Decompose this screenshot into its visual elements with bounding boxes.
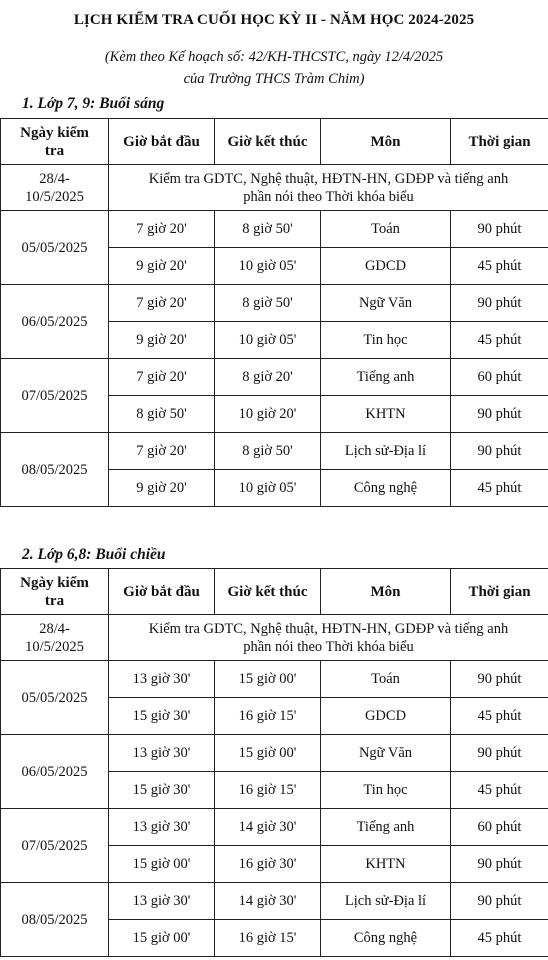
start-time: 7 giờ 20' — [109, 211, 215, 248]
schedule-table-2 — [0, 568, 548, 957]
duration: 90 phút — [451, 883, 548, 920]
table-row — [1, 661, 548, 698]
table-row — [1, 615, 548, 661]
header-end: Giờ kết thúc — [215, 119, 321, 165]
schedule-table-1 — [0, 118, 548, 507]
subject: KHTN — [321, 846, 451, 883]
table-row — [1, 433, 548, 470]
table-row — [1, 883, 548, 920]
end-time: 16 giờ 15' — [215, 698, 321, 735]
end-time: 16 giờ 30' — [215, 846, 321, 883]
start-time: 15 giờ 30' — [109, 698, 215, 735]
duration: 90 phút — [451, 211, 548, 248]
start-time: 7 giờ 20' — [109, 285, 215, 322]
subject: Toán — [321, 661, 451, 698]
note-date: 28/4- 10/5/2025 — [1, 615, 109, 661]
exam-date: 07/05/2025 — [1, 359, 109, 433]
subject: Công nghệ — [321, 470, 451, 507]
table-row — [1, 359, 548, 396]
start-time: 9 giờ 20' — [109, 248, 215, 285]
subject: Lịch sử-Địa lí — [321, 883, 451, 920]
subject: Ngữ Văn — [321, 285, 451, 322]
start-time: 13 giờ 30' — [109, 883, 215, 920]
note-text: Kiểm tra GDTC, Nghệ thuật, HĐTN-HN, GDĐP và tiếng anh phần nói theo Thời khóa biểu — [109, 165, 548, 211]
duration: 60 phút — [451, 809, 548, 846]
duration: 45 phút — [451, 248, 548, 285]
header-end: Giờ kết thúc — [215, 569, 321, 615]
note-text: Kiểm tra GDTC, Nghệ thuật, HĐTN-HN, GDĐP và tiếng anh phần nói theo Thời khóa biểu — [109, 615, 548, 661]
subject: KHTN — [321, 396, 451, 433]
start-time: 15 giờ 00' — [109, 846, 215, 883]
duration: 90 phút — [451, 846, 548, 883]
subject: GDCD — [321, 248, 451, 285]
duration: 60 phút — [451, 359, 548, 396]
end-time: 10 giờ 20' — [215, 396, 321, 433]
document-title: LỊCH KIỂM TRA CUỐI HỌC KỲ II - NĂM HỌC 2024-2025 — [73, 12, 475, 28]
subject: GDCD — [321, 698, 451, 735]
start-time: 7 giờ 20' — [109, 359, 215, 396]
table-row — [1, 735, 548, 772]
duration: 90 phút — [451, 396, 548, 433]
end-time: 10 giờ 05' — [215, 248, 321, 285]
start-time: 13 giờ 30' — [109, 735, 215, 772]
header-start: Giờ bắt đầu — [109, 119, 215, 165]
subject: Tin học — [321, 772, 451, 809]
start-time: 8 giờ 50' — [109, 396, 215, 433]
exam-date: 05/05/2025 — [1, 661, 109, 735]
table-row — [1, 165, 548, 211]
subject: Tin học — [321, 322, 451, 359]
subject: Tiếng anh — [321, 359, 451, 396]
end-time: 8 giờ 20' — [215, 359, 321, 396]
duration: 90 phút — [451, 735, 548, 772]
header-subject: Môn — [321, 119, 451, 165]
start-time: 9 giờ 20' — [109, 322, 215, 359]
exam-date: 08/05/2025 — [1, 433, 109, 507]
end-time: 8 giờ 50' — [215, 285, 321, 322]
end-time: 15 giờ 00' — [215, 735, 321, 772]
subject: Toán — [321, 211, 451, 248]
header-subject: Môn — [321, 569, 451, 615]
duration: 45 phút — [451, 920, 548, 957]
end-time: 8 giờ 50' — [215, 433, 321, 470]
table-header-row — [1, 569, 548, 615]
end-time: 16 giờ 15' — [215, 920, 321, 957]
duration: 90 phút — [451, 433, 548, 470]
subject: Lịch sử-Địa lí — [321, 433, 451, 470]
start-time: 7 giờ 20' — [109, 433, 215, 470]
exam-date: 06/05/2025 — [1, 285, 109, 359]
header-date: Ngày kiểm tra — [1, 569, 109, 615]
header-start: Giờ bắt đầu — [109, 569, 215, 615]
duration: 45 phút — [451, 698, 548, 735]
start-time: 15 giờ 30' — [109, 772, 215, 809]
duration: 45 phút — [451, 322, 548, 359]
start-time: 9 giờ 20' — [109, 470, 215, 507]
subtitle-line-2: của Trường THCS Tràm Chim) — [183, 71, 365, 87]
exam-date: 08/05/2025 — [1, 883, 109, 957]
subtitle-line-1: (Kèm theo Kế hoạch số: 42/KH-THCSTC, ngày 12/4/2025 — [104, 49, 444, 65]
subject: Công nghệ — [321, 920, 451, 957]
end-time: 16 giờ 15' — [215, 772, 321, 809]
subject: Ngữ Văn — [321, 735, 451, 772]
note-date: 28/4- 10/5/2025 — [1, 165, 109, 211]
end-time: 14 giờ 30' — [215, 809, 321, 846]
header-date: Ngày kiểm tra — [1, 119, 109, 165]
table-header-row — [1, 119, 548, 165]
end-time: 10 giờ 05' — [215, 470, 321, 507]
exam-date: 05/05/2025 — [1, 211, 109, 285]
subject: Tiếng anh — [321, 809, 451, 846]
exam-date: 07/05/2025 — [1, 809, 109, 883]
section-2-heading: 2. Lớp 6,8: Buổi chiều — [22, 546, 166, 563]
end-time: 15 giờ 00' — [215, 661, 321, 698]
duration: 90 phút — [451, 661, 548, 698]
header-duration: Thời gian — [451, 569, 548, 615]
section-1-heading: 1. Lớp 7, 9: Buổi sáng — [22, 95, 165, 112]
end-time: 10 giờ 05' — [215, 322, 321, 359]
header-duration: Thời gian — [451, 119, 548, 165]
start-time: 13 giờ 30' — [109, 661, 215, 698]
table-row — [1, 211, 548, 248]
duration: 45 phút — [451, 772, 548, 809]
table-row — [1, 809, 548, 846]
duration: 45 phút — [451, 470, 548, 507]
exam-date: 06/05/2025 — [1, 735, 109, 809]
duration: 90 phút — [451, 285, 548, 322]
table-row — [1, 285, 548, 322]
start-time: 13 giờ 30' — [109, 809, 215, 846]
end-time: 8 giờ 50' — [215, 211, 321, 248]
end-time: 14 giờ 30' — [215, 883, 321, 920]
start-time: 15 giờ 00' — [109, 920, 215, 957]
